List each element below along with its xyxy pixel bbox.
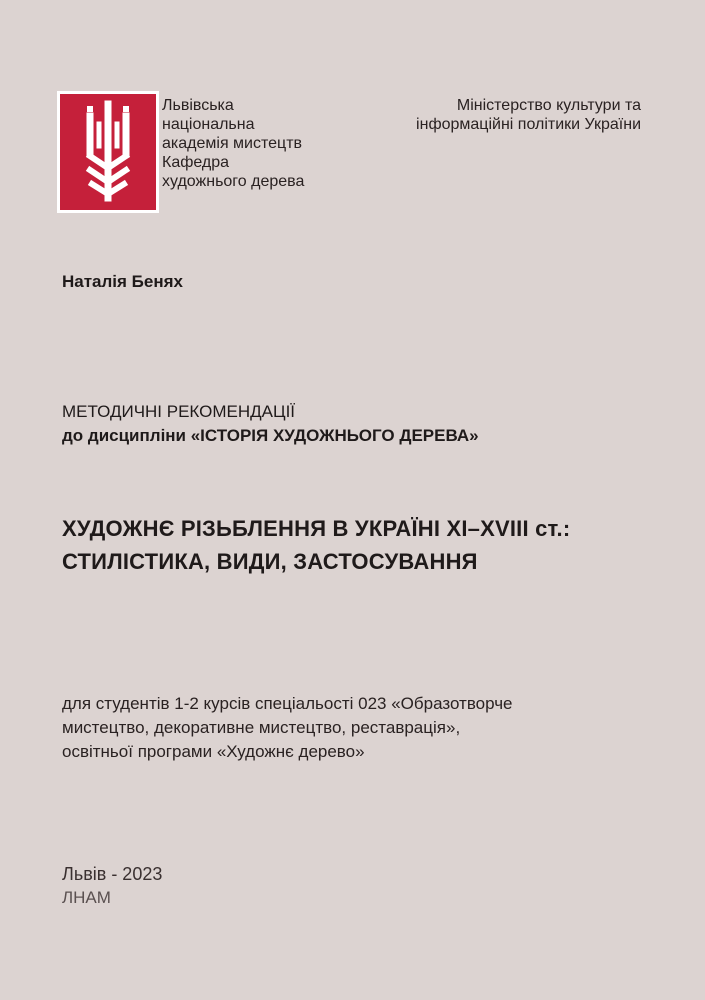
method-heading (62, 400, 479, 448)
department-line: Кафедра (162, 154, 230, 171)
method-title: МЕТОДИЧНІ РЕКОМЕНДАЦІЇ (62, 402, 296, 421)
author-name: Наталія Бенях (62, 272, 183, 291)
audience-line: мистецтво, декоративне мистецтво, реставрація», (62, 718, 461, 737)
title-line: СТИЛІСТИКА, ВИДИ, ЗАСТОСУВАННЯ (62, 549, 478, 574)
document-title (62, 512, 570, 578)
academy-name (162, 96, 304, 191)
ministry-name (416, 96, 641, 134)
discipline-title: до дисципліни «ІСТОРІЯ ХУДОЖНЬОГО ДЕРЕВА» (62, 426, 479, 445)
academy-line: академія мистецтв (162, 135, 303, 152)
academy-logo (60, 94, 156, 210)
audience-line: освітньої програми «Художнє дерево» (62, 742, 365, 761)
title-line: ХУДОЖНЄ РІЗЬБЛЕННЯ В УКРАЇНІ XI–XVIII ст.: (62, 516, 571, 541)
academy-line: Львівська (162, 97, 234, 114)
ministry-line: інформаційні політики України (416, 116, 641, 133)
academy-line: національна (162, 116, 255, 133)
publisher: ЛНАМ (62, 888, 111, 907)
department-line: художнього дерева (162, 173, 305, 190)
ministry-line: Міністерство культури та (456, 97, 641, 114)
audience-line: для студентів 1-2 курсів спеціальості 023 «Образотворче (62, 694, 513, 713)
audience-description (62, 692, 513, 764)
trident-emblem-icon (60, 94, 156, 210)
city-year: Львів - 2023 (62, 864, 163, 884)
